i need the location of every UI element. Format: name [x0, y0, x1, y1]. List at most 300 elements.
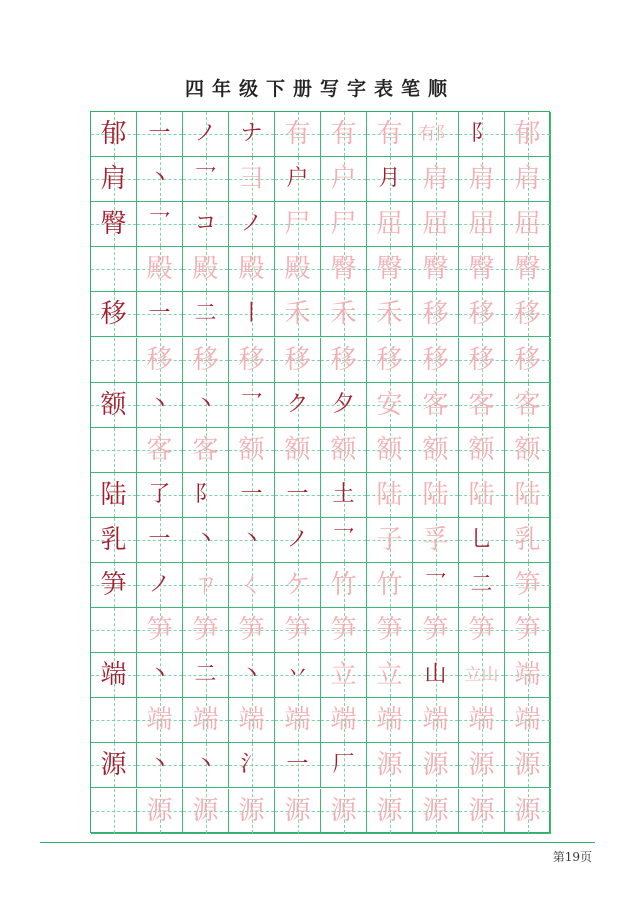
main-character: 乳 — [100, 524, 127, 555]
trace-character: 笋 — [330, 615, 357, 646]
stroke-cell — [413, 653, 459, 698]
trace-character: 笋 — [376, 615, 403, 646]
stroke-cell — [367, 112, 413, 157]
grid-row — [91, 383, 549, 428]
stroke-cell — [229, 292, 275, 337]
trace-character: 禾 — [284, 299, 311, 330]
trace-character: 陆 — [376, 479, 403, 510]
stroke-cell — [275, 292, 321, 337]
main-character-cell — [91, 157, 137, 202]
trace-character: 端 — [238, 705, 265, 736]
stroke-cell — [459, 473, 505, 518]
trace-character: 陆 — [422, 479, 449, 510]
stroke-cell — [137, 473, 183, 518]
stroke-cell — [183, 202, 229, 247]
stroke-cell — [505, 698, 551, 743]
stroke-cell — [459, 202, 505, 247]
trace-character: 端 — [192, 705, 219, 736]
stroke-step: 一 — [286, 752, 309, 778]
stroke-cell — [413, 428, 459, 473]
grid-row — [91, 428, 549, 473]
trace-character: 肩 — [468, 164, 495, 195]
stroke-step: ナ — [240, 121, 263, 147]
trace-character: 禾 — [330, 299, 357, 330]
trace-character: 尸 — [330, 209, 357, 240]
trace-character: 屈 — [468, 209, 495, 240]
grid-row — [91, 608, 549, 653]
stroke-cell — [275, 608, 321, 653]
stroke-cell — [413, 292, 459, 337]
stroke-cell — [229, 743, 275, 788]
stroke-cell — [505, 743, 551, 788]
trace-character: 客 — [468, 389, 495, 420]
stroke-cell — [413, 202, 459, 247]
trace-character: 笋 — [422, 615, 449, 646]
stroke-cell — [137, 608, 183, 653]
stroke-cell — [321, 653, 367, 698]
stroke-cell — [459, 608, 505, 653]
stroke-cell — [275, 338, 321, 383]
page-title: 四年级下册写字表笔顺 — [184, 78, 455, 100]
stroke-cell — [505, 563, 551, 608]
stroke-cell — [183, 653, 229, 698]
stroke-cell — [183, 608, 229, 653]
stroke-cell — [137, 653, 183, 698]
grid-row — [91, 563, 549, 608]
stroke-cell — [183, 518, 229, 563]
trace-character: 端 — [330, 705, 357, 736]
trace-character: 移 — [468, 344, 495, 375]
trace-character: 安 — [376, 389, 403, 420]
stroke-cell — [183, 247, 229, 292]
stroke-cell — [321, 157, 367, 202]
stroke-cell — [459, 563, 505, 608]
stroke-cell — [275, 473, 321, 518]
stroke-cell — [183, 383, 229, 428]
stroke-cell — [275, 383, 321, 428]
stroke-cell — [459, 518, 505, 563]
stroke-step: 一 — [148, 121, 171, 147]
trace-character: 额 — [238, 434, 265, 465]
stroke-cell — [367, 743, 413, 788]
stroke-step: 氵 — [240, 752, 263, 778]
stroke-cell — [321, 292, 367, 337]
trace-character: 源 — [146, 795, 173, 826]
stroke-cell — [229, 698, 275, 743]
stroke-cell — [367, 518, 413, 563]
grid-row — [91, 473, 549, 518]
stroke-cell — [367, 608, 413, 653]
main-character: 陆 — [100, 479, 127, 510]
trace-character: 源 — [330, 795, 357, 826]
stroke-step: 丶 — [194, 391, 217, 417]
stroke-cell — [459, 743, 505, 788]
trace-character: 禾 — [376, 299, 403, 330]
stroke-cell — [413, 473, 459, 518]
stroke-cell — [183, 428, 229, 473]
trace-character: 额 — [514, 434, 541, 465]
stroke-cell — [459, 383, 505, 428]
main-character: 端 — [100, 660, 127, 691]
stroke-cell — [229, 157, 275, 202]
stroke-order-grid — [90, 111, 550, 833]
stroke-cell — [505, 157, 551, 202]
stroke-cell — [321, 428, 367, 473]
stroke-step: 夕 — [332, 391, 355, 417]
stroke-cell — [275, 518, 321, 563]
stroke-cell — [229, 518, 275, 563]
trace-character: 源 — [238, 795, 265, 826]
trace-character: 额 — [330, 434, 357, 465]
stroke-cell — [367, 247, 413, 292]
main-character-cell — [91, 383, 137, 428]
trace-character: 笋 — [284, 615, 311, 646]
footer-divider — [40, 842, 595, 843]
trace-character: 额 — [284, 434, 311, 465]
trace-character: 臀 — [330, 254, 357, 285]
trace-character: ㄑ — [238, 570, 265, 601]
stroke-cell — [275, 202, 321, 247]
trace-character: 笋 — [514, 615, 541, 646]
stroke-cell — [505, 608, 551, 653]
stroke-step: 山 — [424, 662, 447, 688]
trace-character: 移 — [514, 299, 541, 330]
stroke-cell — [229, 608, 275, 653]
trace-character: 移 — [422, 299, 449, 330]
trace-character: ケ — [284, 570, 311, 601]
grid-row — [91, 247, 549, 292]
trace-character: 移 — [238, 344, 265, 375]
trace-character: 户 — [330, 164, 357, 195]
stroke-cell — [413, 563, 459, 608]
stroke-cell — [321, 608, 367, 653]
stroke-step: 厂 — [332, 752, 355, 778]
stroke-cell — [321, 789, 367, 834]
trace-character: 源 — [376, 750, 403, 781]
stroke-step: ノ — [194, 121, 217, 147]
stroke-cell — [183, 743, 229, 788]
trace-character: 移 — [284, 344, 311, 375]
trace-character: 端 — [422, 705, 449, 736]
stroke-cell — [137, 428, 183, 473]
trace-character: 臀 — [422, 254, 449, 285]
stroke-cell — [321, 202, 367, 247]
trace-character: ㄗ — [192, 570, 219, 601]
trace-character: 移 — [376, 344, 403, 375]
stroke-cell — [137, 743, 183, 788]
main-character-cell — [91, 518, 137, 563]
stroke-cell — [505, 428, 551, 473]
stroke-cell — [321, 383, 367, 428]
stroke-cell — [321, 112, 367, 157]
trace-character: 移 — [192, 344, 219, 375]
stroke-cell — [459, 247, 505, 292]
stroke-step: 丶 — [194, 752, 217, 778]
main-character-cell — [91, 743, 137, 788]
trace-character: 尸 — [284, 209, 311, 240]
trace-character: 移 — [514, 344, 541, 375]
trace-character: 端 — [514, 705, 541, 736]
stroke-step: ノ — [240, 211, 263, 237]
stroke-cell — [367, 383, 413, 428]
trace-character: 源 — [422, 750, 449, 781]
stroke-step: 一 — [148, 526, 171, 552]
stroke-cell — [321, 743, 367, 788]
stroke-cell — [413, 518, 459, 563]
trace-character: 有 — [376, 119, 403, 150]
grid-row — [91, 112, 549, 157]
stroke-cell — [367, 789, 413, 834]
stroke-cell — [137, 518, 183, 563]
trace-character: 源 — [284, 795, 311, 826]
stroke-step: ノ — [148, 572, 171, 598]
stroke-step: 丶 — [148, 391, 171, 417]
stroke-step: ノ — [286, 526, 309, 552]
stroke-step: 丶 — [148, 166, 171, 192]
stroke-cell — [505, 518, 551, 563]
trace-character: 客 — [422, 389, 449, 420]
trace-character: 竹 — [330, 570, 357, 601]
stroke-step: 了 — [148, 481, 171, 507]
trace-character: 乳 — [514, 524, 541, 555]
stroke-cell — [413, 247, 459, 292]
stroke-cell — [321, 563, 367, 608]
stroke-cell — [229, 247, 275, 292]
main-character-cell — [91, 563, 137, 608]
grid-row — [91, 292, 549, 337]
stroke-cell — [367, 338, 413, 383]
trace-character: 源 — [514, 795, 541, 826]
stroke-cell — [275, 247, 321, 292]
main-character: 郁 — [100, 119, 127, 150]
stroke-cell — [367, 563, 413, 608]
grid-row — [91, 743, 549, 788]
stroke-cell — [321, 518, 367, 563]
main-character-cell — [91, 428, 137, 473]
stroke-step: 乛 — [424, 572, 447, 598]
stroke-cell — [367, 292, 413, 337]
trace-character: 移 — [468, 299, 495, 330]
trace-character: 臀 — [468, 254, 495, 285]
stroke-cell — [413, 112, 459, 157]
stroke-cell — [275, 789, 321, 834]
trace-character: 屈 — [376, 209, 403, 240]
stroke-step: 丶 — [240, 526, 263, 552]
stroke-step: 乛 — [148, 211, 171, 237]
stroke-cell — [183, 789, 229, 834]
stroke-step: コ — [194, 211, 217, 237]
trace-character: 有 — [330, 119, 357, 150]
stroke-cell — [183, 563, 229, 608]
main-character: 源 — [100, 750, 127, 781]
trace-character: 源 — [468, 750, 495, 781]
trace-character: 移 — [146, 344, 173, 375]
stroke-cell — [137, 789, 183, 834]
main-character-cell — [91, 653, 137, 698]
stroke-cell — [137, 157, 183, 202]
stroke-step: 阝 — [470, 121, 493, 147]
main-character-cell — [91, 112, 137, 157]
stroke-cell — [229, 653, 275, 698]
trace-character: 客 — [514, 389, 541, 420]
stroke-cell — [275, 157, 321, 202]
stroke-cell — [183, 112, 229, 157]
trace-character: 额 — [468, 434, 495, 465]
stroke-cell — [229, 383, 275, 428]
stroke-cell — [505, 247, 551, 292]
stroke-step: 丶 — [240, 662, 263, 688]
trace-character: 移 — [330, 344, 357, 375]
stroke-cell — [505, 653, 551, 698]
stroke-step: 户 — [286, 166, 309, 192]
stroke-cell — [229, 428, 275, 473]
stroke-cell — [275, 743, 321, 788]
trace-character: 肩 — [514, 164, 541, 195]
stroke-step: 二 — [470, 572, 493, 598]
stroke-step: 阝 — [194, 481, 217, 507]
stroke-step: 乛 — [240, 391, 263, 417]
main-character-cell — [91, 608, 137, 653]
main-character-cell — [91, 338, 137, 383]
main-character: 额 — [100, 389, 127, 420]
stroke-cell — [229, 473, 275, 518]
trace-character: 立 — [330, 660, 357, 691]
stroke-cell — [505, 292, 551, 337]
main-character-cell — [91, 202, 137, 247]
trace-character: 立山 — [464, 664, 499, 685]
trace-character: 屈 — [514, 209, 541, 240]
stroke-cell — [505, 473, 551, 518]
trace-character: 有阝 — [418, 123, 453, 144]
stroke-cell — [137, 112, 183, 157]
trace-character: 移 — [422, 344, 449, 375]
stroke-cell — [275, 698, 321, 743]
main-character: 笋 — [100, 570, 127, 601]
stroke-cell — [505, 338, 551, 383]
stroke-cell — [229, 112, 275, 157]
main-character: 移 — [100, 299, 127, 330]
stroke-cell — [321, 473, 367, 518]
main-character-cell — [91, 789, 137, 834]
stroke-cell — [275, 563, 321, 608]
stroke-cell — [367, 202, 413, 247]
stroke-step: 丶 — [194, 526, 217, 552]
trace-character: 源 — [376, 795, 403, 826]
main-character-cell — [91, 698, 137, 743]
stroke-step: 土 — [332, 481, 355, 507]
stroke-cell — [413, 383, 459, 428]
stroke-cell — [229, 563, 275, 608]
stroke-cell — [137, 383, 183, 428]
trace-character: 臀 — [376, 254, 403, 285]
stroke-cell — [413, 698, 459, 743]
stroke-cell — [505, 383, 551, 428]
stroke-cell — [413, 338, 459, 383]
stroke-cell — [183, 338, 229, 383]
stroke-cell — [367, 653, 413, 698]
trace-character: 屈 — [422, 209, 449, 240]
stroke-cell — [459, 653, 505, 698]
main-character: 肩 — [100, 164, 127, 195]
trace-character: 陆 — [514, 479, 541, 510]
stroke-cell — [183, 473, 229, 518]
trace-character: 陆 — [468, 479, 495, 510]
stroke-cell — [505, 789, 551, 834]
trace-character: 彐 — [238, 164, 265, 195]
stroke-cell — [413, 157, 459, 202]
trace-character: 殿 — [146, 254, 173, 285]
stroke-cell — [413, 608, 459, 653]
stroke-cell — [321, 247, 367, 292]
trace-character: 肩 — [422, 164, 449, 195]
trace-character: 客 — [192, 434, 219, 465]
trace-character: 笋 — [514, 570, 541, 601]
stroke-step: 二 — [194, 301, 217, 327]
stroke-cell — [275, 428, 321, 473]
trace-character: 端 — [284, 705, 311, 736]
page-number: 第19页 — [552, 850, 592, 864]
trace-character: 殿 — [192, 254, 219, 285]
trace-character: 有 — [284, 119, 311, 150]
stroke-step: ク — [286, 391, 309, 417]
stroke-cell — [367, 473, 413, 518]
trace-character: 笋 — [192, 615, 219, 646]
stroke-cell — [459, 428, 505, 473]
trace-character: 笋 — [238, 615, 265, 646]
trace-character: 源 — [468, 795, 495, 826]
stroke-cell — [137, 202, 183, 247]
trace-character: 立 — [376, 660, 403, 691]
grid-row — [91, 157, 549, 202]
trace-character: 子 — [376, 524, 403, 555]
stroke-step: 一 — [286, 481, 309, 507]
stroke-cell — [229, 338, 275, 383]
main-character-cell — [91, 247, 137, 292]
trace-character: 端 — [146, 705, 173, 736]
stroke-cell — [137, 292, 183, 337]
stroke-cell — [367, 428, 413, 473]
grid-row — [91, 653, 549, 698]
stroke-step: 丶 — [148, 662, 171, 688]
stroke-step: 丨 — [240, 301, 263, 327]
stroke-cell — [275, 112, 321, 157]
stroke-cell — [459, 789, 505, 834]
stroke-cell — [367, 698, 413, 743]
stroke-cell — [367, 157, 413, 202]
stroke-cell — [137, 338, 183, 383]
stroke-cell — [321, 698, 367, 743]
grid-row — [91, 518, 549, 563]
trace-character: 臀 — [514, 254, 541, 285]
stroke-step: 乛 — [194, 166, 217, 192]
trace-character: 笋 — [146, 615, 173, 646]
trace-character: 郁 — [514, 119, 541, 150]
stroke-cell — [459, 338, 505, 383]
stroke-cell — [505, 202, 551, 247]
stroke-step: 一 — [148, 301, 171, 327]
trace-character: 源 — [514, 750, 541, 781]
trace-character: 端 — [514, 660, 541, 691]
trace-character: 源 — [192, 795, 219, 826]
stroke-cell — [459, 157, 505, 202]
stroke-step: 丷 — [286, 662, 309, 688]
stroke-cell — [459, 698, 505, 743]
stroke-step: 二 — [194, 662, 217, 688]
stroke-step: 月 — [378, 166, 401, 192]
stroke-cell — [321, 338, 367, 383]
stroke-cell — [413, 743, 459, 788]
stroke-cell — [459, 292, 505, 337]
